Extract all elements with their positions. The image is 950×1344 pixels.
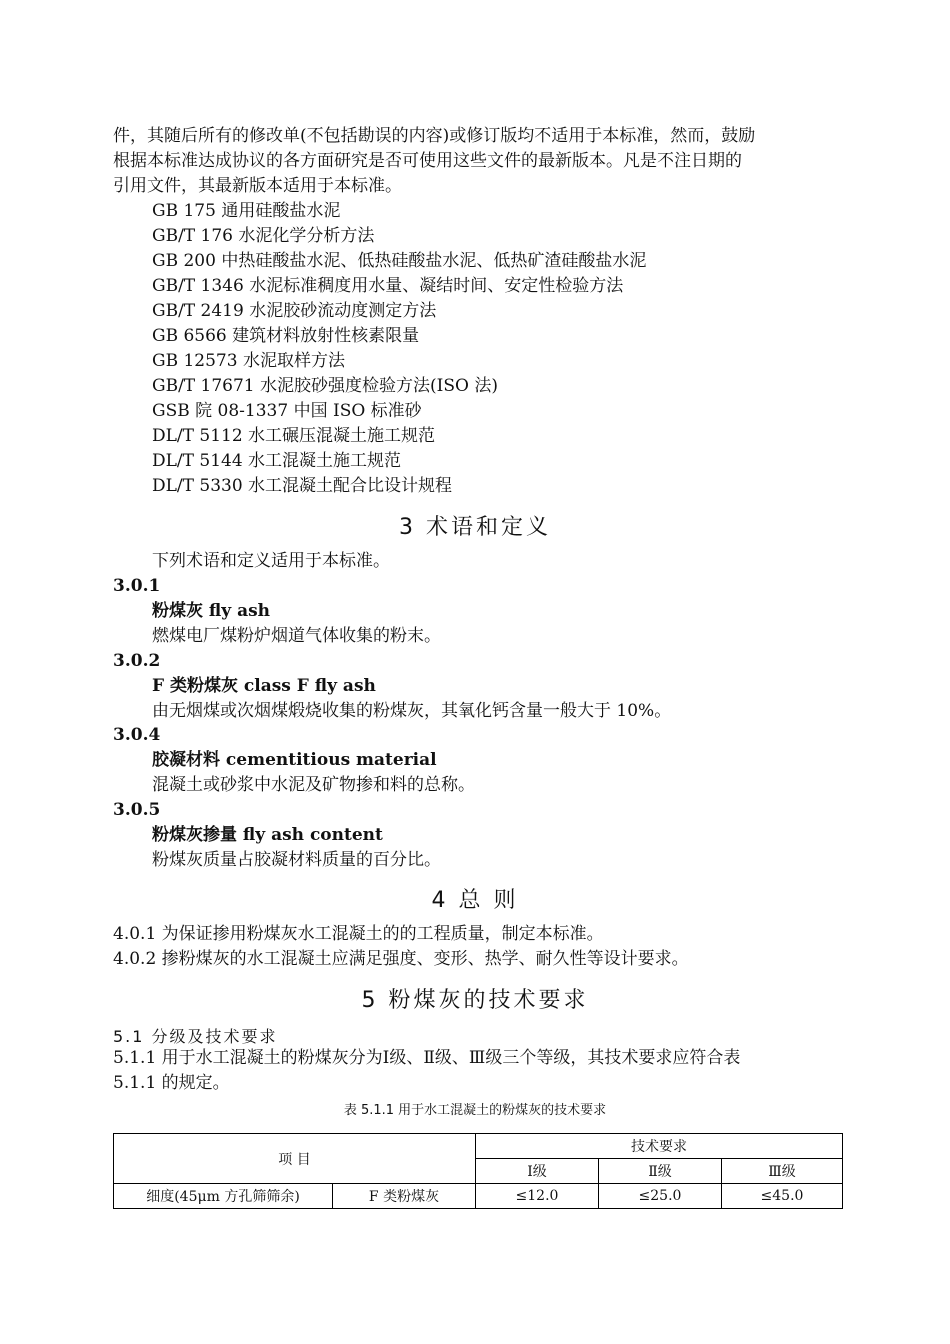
grade-header: Ⅰ级 [476, 1159, 599, 1184]
item-header: 项 目 [114, 1134, 476, 1184]
reference-item: GB/T 2419 水泥胶砂流动度测定方法 [152, 301, 437, 321]
section-4-heading: 4 总 则 [431, 888, 519, 913]
section-5-1-heading: 5.1 分级及技术要求 [113, 1027, 278, 1046]
term-definition: 燃煤电厂煤粉炉烟道气体收集的粉末。 [152, 626, 441, 646]
term-name: 粉煤灰掺量 fly ash content [152, 825, 383, 845]
section-3-heading: 3 术语和定义 [399, 515, 551, 540]
reference-item: GSB 院 08-1337 中国 ISO 标准砂 [152, 401, 422, 421]
term-number: 3.0.4 [113, 725, 161, 745]
clause: 4.0.2 掺粉煤灰的水工混凝土应满足强度、变形、热学、耐久性等设计要求。 [113, 949, 689, 969]
reference-item: GB 175 通用硅酸盐水泥 [152, 201, 341, 221]
reference-item: GB 12573 水泥取样方法 [152, 351, 345, 371]
reference-item: GB/T 17671 水泥胶砂强度检验方法(ISO 法) [152, 376, 498, 396]
row-value: ≤45.0 [722, 1184, 843, 1209]
clause-line: 5.1.1 用于水工混凝土的粉煤灰分为Ⅰ级、Ⅱ级、Ⅲ级三个等级，其技术要求应符合表 [113, 1048, 741, 1068]
grade-header: Ⅱ级 [599, 1159, 722, 1184]
section-5-heading: 5 粉煤灰的技术要求 [361, 988, 589, 1013]
tech-requirements-table [113, 1133, 843, 1209]
term-definition: 粉煤灰质量占胶凝材料质量的百分比。 [152, 850, 441, 870]
row-value: ≤12.0 [476, 1184, 599, 1209]
row-type: F 类粉煤灰 [333, 1184, 476, 1209]
term-name: F 类粉煤灰 class F fly ash [152, 676, 376, 696]
term-name: 胶凝材料 cementitious material [152, 750, 437, 770]
intro-line-3: 引用文件，其最新版本适用于本标准。 [113, 176, 402, 196]
term-number: 3.0.5 [113, 800, 161, 820]
section-3-intro: 下列术语和定义适用于本标准。 [152, 551, 390, 571]
grade-header: Ⅲ级 [722, 1159, 843, 1184]
reference-item: GB 200 中热硅酸盐水泥、低热硅酸盐水泥、低热矿渣硅酸盐水泥 [152, 251, 647, 271]
reference-item: DL/T 5144 水工混凝土施工规范 [152, 451, 402, 471]
reference-item: GB 6566 建筑材料放射性核素限量 [152, 326, 420, 346]
clause-line: 5.1.1 的规定。 [113, 1073, 230, 1093]
reference-item: GB/T 1346 水泥标准稠度用水量、凝结时间、安定性检验方法 [152, 276, 624, 296]
row-item: 细度(45μm 方孔筛筛余) [114, 1184, 333, 1209]
term-number: 3.0.1 [113, 576, 161, 596]
table-row [114, 1184, 843, 1209]
intro-line-2: 根据本标准达成协议的各方面研究是否可使用这些文件的最新版本。凡是不注日期的 [113, 151, 742, 171]
clause: 4.0.1 为保证掺用粉煤灰水工混凝土的的工程质量，制定本标准。 [113, 924, 604, 944]
reference-item: DL/T 5330 水工混凝土配合比设计规程 [152, 476, 453, 496]
term-number: 3.0.2 [113, 651, 161, 671]
term-name: 粉煤灰 fly ash [152, 601, 271, 621]
table-caption: 表 5.1.1 用于水工混凝土的粉煤灰的技术要求 [343, 1103, 607, 1118]
reference-item: GB/T 176 水泥化学分析方法 [152, 226, 375, 246]
reference-item: DL/T 5112 水工碾压混凝土施工规范 [152, 426, 436, 446]
row-value: ≤25.0 [599, 1184, 722, 1209]
term-definition: 由无烟煤或次烟煤煅烧收集的粉煤灰，其氧化钙含量一般大于 10%。 [152, 701, 672, 721]
intro-line-1: 件，其随后所有的修改单(不包括勘误的内容)或修订版均不适用于本标准，然而，鼓励 [113, 126, 756, 146]
term-definition: 混凝土或砂浆中水泥及矿物掺和料的总称。 [152, 775, 475, 795]
req-header: 技术要求 [476, 1134, 843, 1159]
